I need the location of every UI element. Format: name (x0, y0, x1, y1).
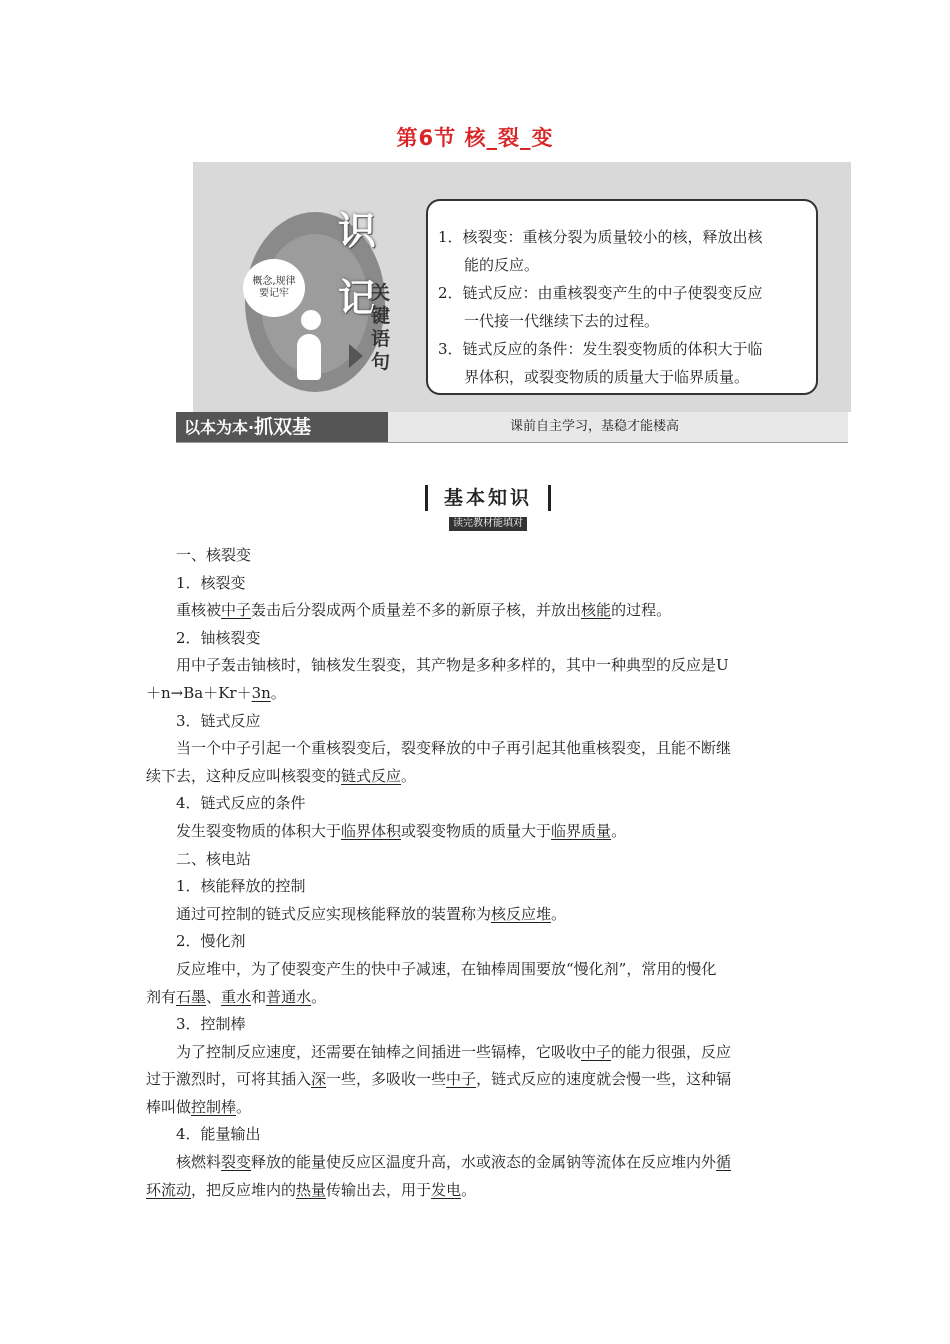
basic-knowledge-header (425, 485, 551, 533)
banner-char-ji: 记 (338, 276, 377, 320)
person-head-icon (301, 310, 321, 330)
key-summary-banner (193, 162, 851, 412)
section-subbar (176, 412, 848, 443)
arrow-right-icon (349, 344, 363, 368)
paragraph: 续下去，这种反应叫核裂变的链式反应。 (146, 766, 417, 785)
key-point-1: 1．核裂变：重核分裂为质量较小的核，释放出核 能的反应。 (438, 228, 763, 274)
subsection-heading: 4．能量输出 (176, 1125, 261, 1144)
person-body-icon (297, 334, 321, 380)
paragraph: 当一个中子引起一个重核裂变后，裂变释放的中子再引起其他重核裂变，且能不断继 (176, 739, 732, 758)
paragraph: 棒叫做控制棒。 (146, 1097, 252, 1116)
paragraph: 通过可控制的链式反应实现核能释放的装置称为核反应堆。 (176, 904, 567, 923)
section-heading: 一、核裂变 (176, 546, 252, 564)
document-body (146, 542, 806, 1204)
paragraph: 重核被中子轰击后分裂成两个质量差不多的新原子核，并放出核能的过程。 (176, 601, 672, 620)
key-points-box (426, 199, 818, 395)
subsection-heading: 1．核裂变 (176, 573, 246, 592)
paragraph: 环流动，把反应堆内的热量传输出去，用于发电。 (146, 1180, 477, 1199)
section-heading: 二、核电站 (176, 849, 252, 868)
paragraph: 为了控制反应速度，还需要在铀棒之间插进一些镉棒，它吸收中子的能力很强，反应 (176, 1042, 732, 1061)
subbar-right-label: 课前自主学习，基稳才能楼高 (510, 419, 680, 434)
subbar-left-label: 以本为本·抓双基 (176, 412, 388, 442)
paragraph: 用中子轰击铀核时，铀核发生裂变，其产物是多种多样的，其中一种典型的反应是U (176, 656, 729, 675)
banner-side-label: 关键语句 (371, 282, 391, 373)
key-point-3: 3．链式反应的条件：发生裂变物质的体积大于临 界体积，或裂变物质的质量大于临界质量。 (438, 340, 763, 386)
paragraph: 反应堆中，为了使裂变产生的快中子减速，在铀棒周围要放“慢化剂”，常用的慢化 (176, 959, 717, 978)
key-point-2: 2．链式反应：由重核裂变产生的中子使裂变反应 一代接一代继续下去的过程。 (438, 284, 763, 330)
paragraph: 过于激烈时，可将其插入深一些，多吸收一些中子，链式反应的速度就会慢一些，这种镉 (146, 1070, 732, 1089)
speech-bubble-text: 概念,规律 要记牢 (252, 276, 296, 299)
subsection-heading: 1．核能释放的控制 (176, 877, 306, 896)
subsection-heading: 2．慢化剂 (176, 932, 246, 951)
subsection-heading: 2．铀核裂变 (176, 628, 261, 647)
paragraph: 发生裂变物质的体积大于临界体积或裂变物质的质量大于临界质量。 (176, 821, 627, 840)
basic-knowledge-subtitle: 读完教材能填对 (449, 517, 527, 531)
banner-char-shi: 识 (338, 209, 377, 253)
subsection-heading: 3．链式反应 (176, 711, 261, 730)
subsection-heading: 3．控制棒 (176, 1015, 246, 1034)
paragraph: ＋n→Ba＋Kr＋3n。 (146, 683, 286, 702)
paragraph: 核燃料裂变释放的能量使反应区温度升高，水或液态的金属钠等流体在反应堆内外循 (176, 1153, 732, 1172)
subsection-heading: 4．链式反应的条件 (176, 794, 306, 813)
page-title: 第6节 核_裂_变 (396, 126, 554, 150)
paragraph: 剂有石墨、重水和普通水。 (146, 987, 327, 1006)
speech-bubble (243, 259, 305, 317)
basic-knowledge-title: 基本知识 (425, 485, 551, 511)
